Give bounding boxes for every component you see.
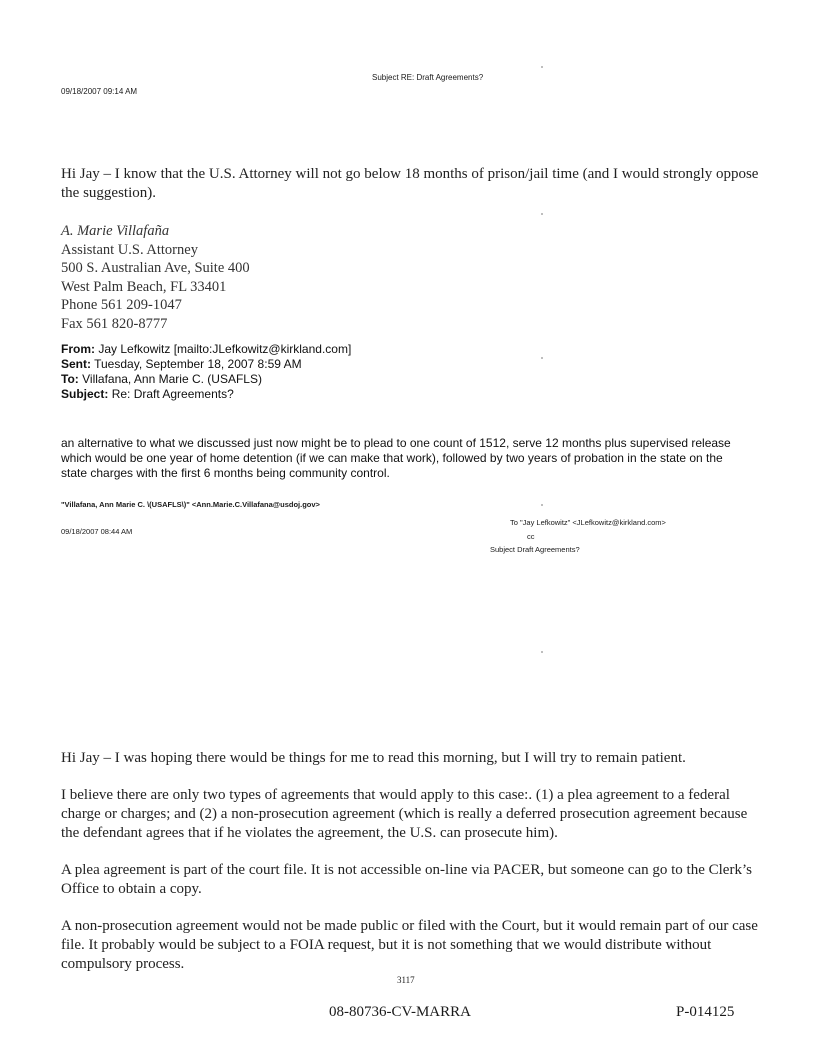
reply-body: Hi Jay – I know that the U.S. Attorney will not go below 18 months of prison/jail time (and I would strongly oppose the suggestion). bbox=[61, 166, 759, 201]
sent-value: Tuesday, September 18, 2007 8:59 AM bbox=[94, 357, 302, 371]
signature-address-1: 500 S. Australian Ave, Suite 400 bbox=[61, 260, 250, 276]
signature-block bbox=[61, 222, 250, 333]
forward-to-row bbox=[61, 372, 351, 387]
from-value: Jay Lefkowitz [mailto:JLefkowitz@kirkland.com] bbox=[98, 342, 352, 356]
sent-label: Sent: bbox=[61, 357, 91, 371]
original-paragraph-4: A non-prosecution agreement would not be made public or filed with the Court, but it would remain part of our case file. It probably would be subject to a FOIA request, but it is not something that we would distribute without compulsory process. bbox=[61, 918, 758, 972]
subject-value: Re: Draft Agreements? bbox=[111, 387, 234, 401]
original-subject: Subject Draft Agreements? bbox=[490, 545, 580, 554]
to-value: Villafana, Ann Marie C. (USAFLS) bbox=[82, 372, 262, 386]
original-to: To "Jay Lefkowitz" <JLefkowitz@kirkland.com> bbox=[510, 518, 666, 527]
forward-header bbox=[61, 342, 351, 402]
subject-label: Subject: bbox=[61, 387, 109, 401]
signature-fax: Fax 561 820-8777 bbox=[61, 315, 168, 332]
from-label: From: bbox=[61, 342, 95, 356]
scan-speck bbox=[541, 213, 543, 215]
signature-title: Assistant U.S. Attorney bbox=[61, 241, 198, 258]
page-number: 3117 bbox=[397, 975, 415, 985]
signature-phone: Phone 561 209-1047 bbox=[61, 297, 182, 313]
bates-number: P-014125 bbox=[676, 1004, 735, 1020]
forward-subject-row bbox=[61, 387, 351, 402]
signature-name: A. Marie Villafaña bbox=[61, 223, 170, 239]
forward-sent-row bbox=[61, 357, 351, 372]
original-paragraph-3: A plea agreement is part of the court file. It is not accessible on-line via PACER, but someone can go to the Clerk’s Office to obtain a copy. bbox=[61, 862, 752, 897]
scan-speck bbox=[541, 66, 543, 68]
forward-from-row bbox=[61, 342, 351, 357]
original-cc: cc bbox=[527, 532, 535, 541]
header-timestamp: 09/18/2007 09:14 AM bbox=[61, 87, 138, 96]
scan-speck bbox=[541, 651, 543, 653]
scan-speck bbox=[541, 357, 543, 359]
case-number: 08-80736-CV-MARRA bbox=[329, 1004, 471, 1020]
original-paragraph-2: I believe there are only two types of agreements that would apply to this case:. (1) a plea agreement to a federal charge or charges; and (2) a non-prosecution agreement (which is really a deferred prosecution agreement because the defendant agrees that if he violates the agreement, the U.S. can prosecute him). bbox=[61, 787, 748, 841]
signature-address-2: West Palm Beach, FL 33401 bbox=[61, 278, 227, 295]
original-timestamp: 09/18/2007 08:44 AM bbox=[61, 527, 133, 536]
lefkowitz-message-body: an alternative to what we discussed just now might be to plead to one count of 1512, serve 12 months plus supervised release which would be one year of home detention (if we can make that work), followed by two years of probation in the state on the state charges with the first 6 months being community control. bbox=[61, 436, 731, 480]
original-sender: "Villafana, Ann Marie C. \(USAFLS\)" <Ann.Marie.C.Villafana@usdoj.gov> bbox=[61, 500, 320, 509]
original-paragraph-1: Hi Jay – I was hoping there would be things for me to read this morning, but I will try to remain patient. bbox=[61, 750, 686, 766]
scan-speck bbox=[541, 504, 543, 506]
header-subject: Subject RE: Draft Agreements? bbox=[372, 73, 484, 82]
to-label: To: bbox=[61, 372, 79, 386]
